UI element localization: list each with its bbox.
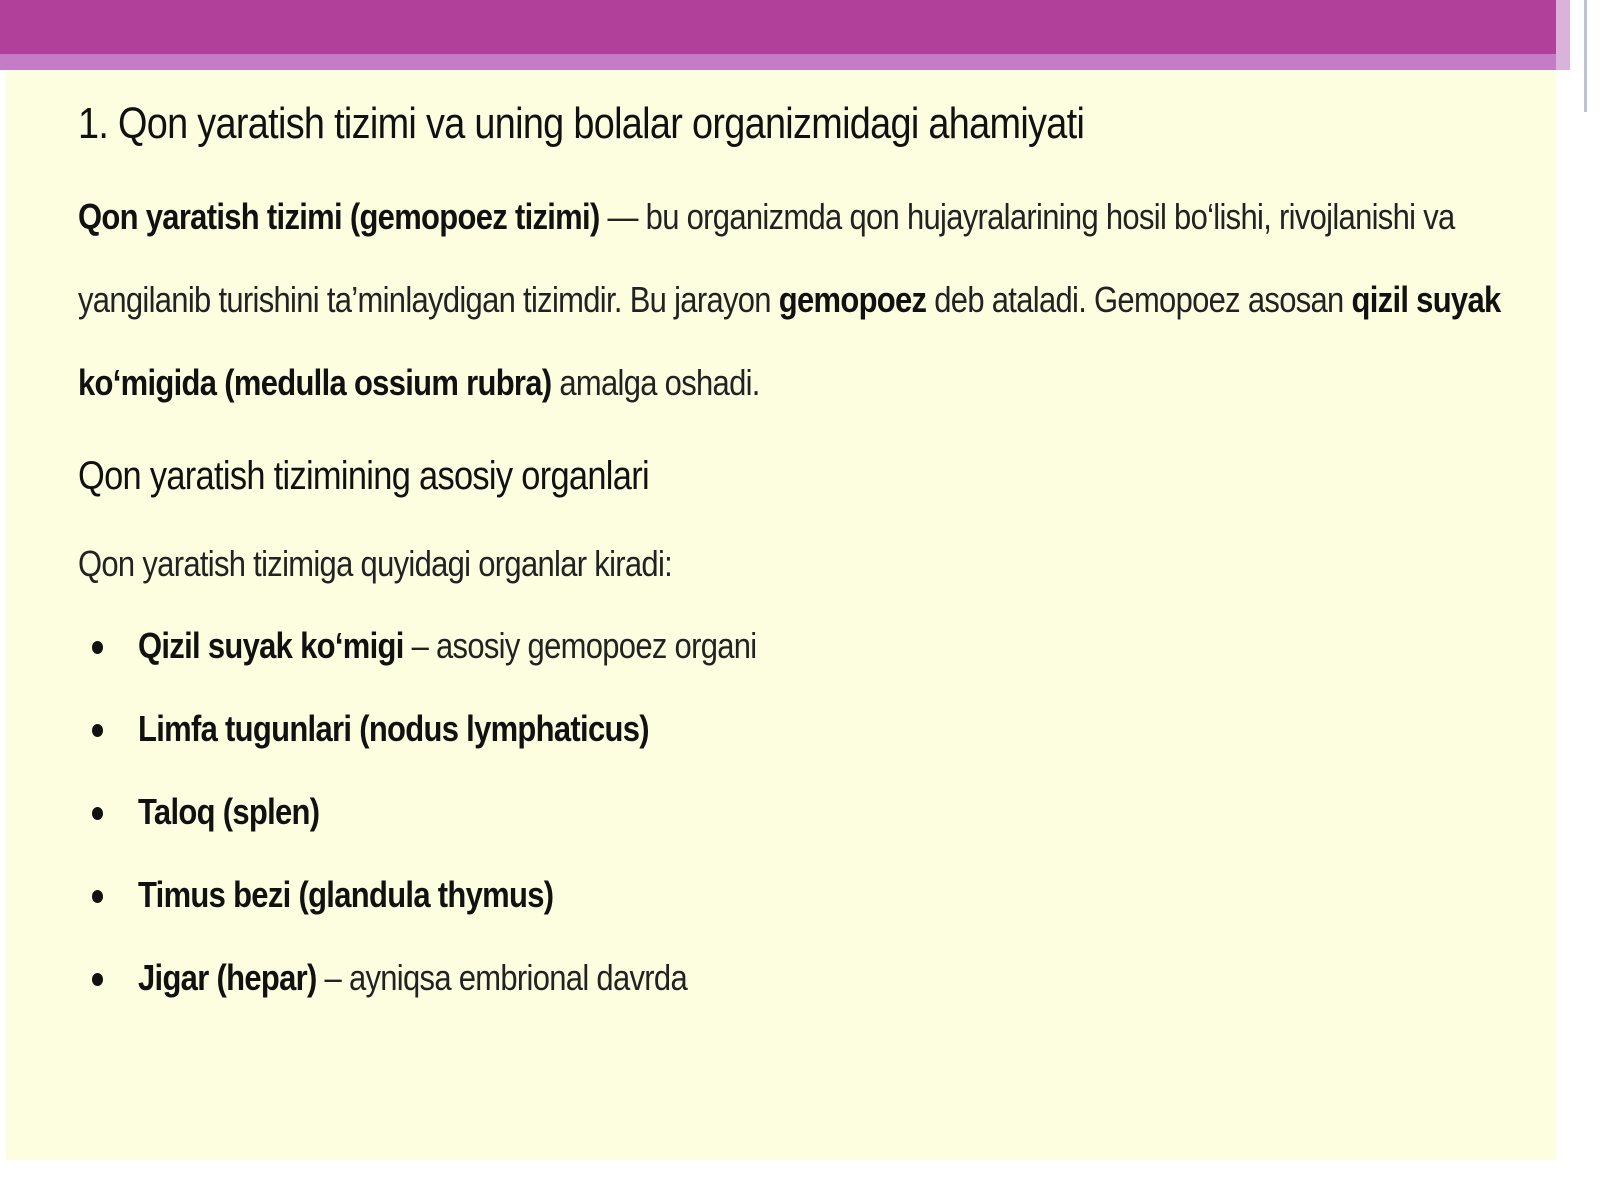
organ-name: Taloq (splen) bbox=[138, 790, 320, 832]
organ-list bbox=[78, 613, 1556, 1028]
slide-content bbox=[6, 70, 1556, 1160]
bullet-icon bbox=[92, 973, 103, 986]
page-title: 1. Qon yaratish tizimi va uning bolalar organizmidagi ahamiyati bbox=[78, 99, 1085, 148]
list-item bbox=[78, 945, 1556, 1028]
definition-term: Qon yaratish tizimi (gemopoez tizimi) bbox=[78, 195, 600, 237]
header-band-lower bbox=[0, 54, 1560, 70]
organ-name: Qizil suyak ko‘migi bbox=[138, 624, 404, 666]
list-item bbox=[78, 862, 1556, 945]
bullet-icon bbox=[92, 890, 103, 903]
list-item bbox=[78, 779, 1556, 862]
section-heading: Qon yaratish tizimining asosiy organlari bbox=[78, 453, 649, 498]
list-item-text bbox=[138, 779, 319, 845]
organ-name: Limfa tugunlari (nodus lymphaticus) bbox=[138, 707, 649, 749]
organ-name: Timus bezi (glandula thymus) bbox=[138, 873, 554, 915]
definition-term-2: gemopoez bbox=[778, 278, 927, 320]
list-item-text bbox=[138, 945, 687, 1011]
list-item-text bbox=[138, 696, 649, 762]
definition-text-3: amalga oshadi. bbox=[551, 361, 760, 403]
list-item bbox=[78, 696, 1556, 779]
bullet-icon bbox=[92, 641, 103, 654]
list-intro: Qon yaratish tizimiga quyidagi organlar kiradi: bbox=[78, 542, 673, 584]
organ-note: – ayniqsa embrional davrda bbox=[316, 956, 687, 998]
header-band bbox=[0, 0, 1560, 56]
list-item-text bbox=[138, 862, 553, 928]
header-band-edge bbox=[1556, 0, 1570, 70]
list-item bbox=[78, 613, 1556, 696]
definition-text-2: deb ataladi. Gemopoez asosan bbox=[926, 278, 1352, 320]
definition-term-3: qizil suyak ko‘migida (medulla ossium rubra) bbox=[78, 278, 1501, 403]
bullet-icon bbox=[92, 807, 103, 820]
list-item-text bbox=[138, 613, 756, 679]
definition-paragraph bbox=[78, 175, 1514, 424]
organ-name: Jigar (hepar) bbox=[138, 956, 317, 998]
organ-note: – asosiy gemopoez organi bbox=[403, 624, 757, 666]
bullet-icon bbox=[92, 724, 103, 737]
scrollbar-track bbox=[1584, 0, 1587, 112]
definition-text-1: — bu organizmda qon hujayralarining hosil bo‘lishi, rivojlanishi va yangilanib turishini ta’minlaydigan tizimdir. Bu jarayon bbox=[78, 195, 1455, 320]
